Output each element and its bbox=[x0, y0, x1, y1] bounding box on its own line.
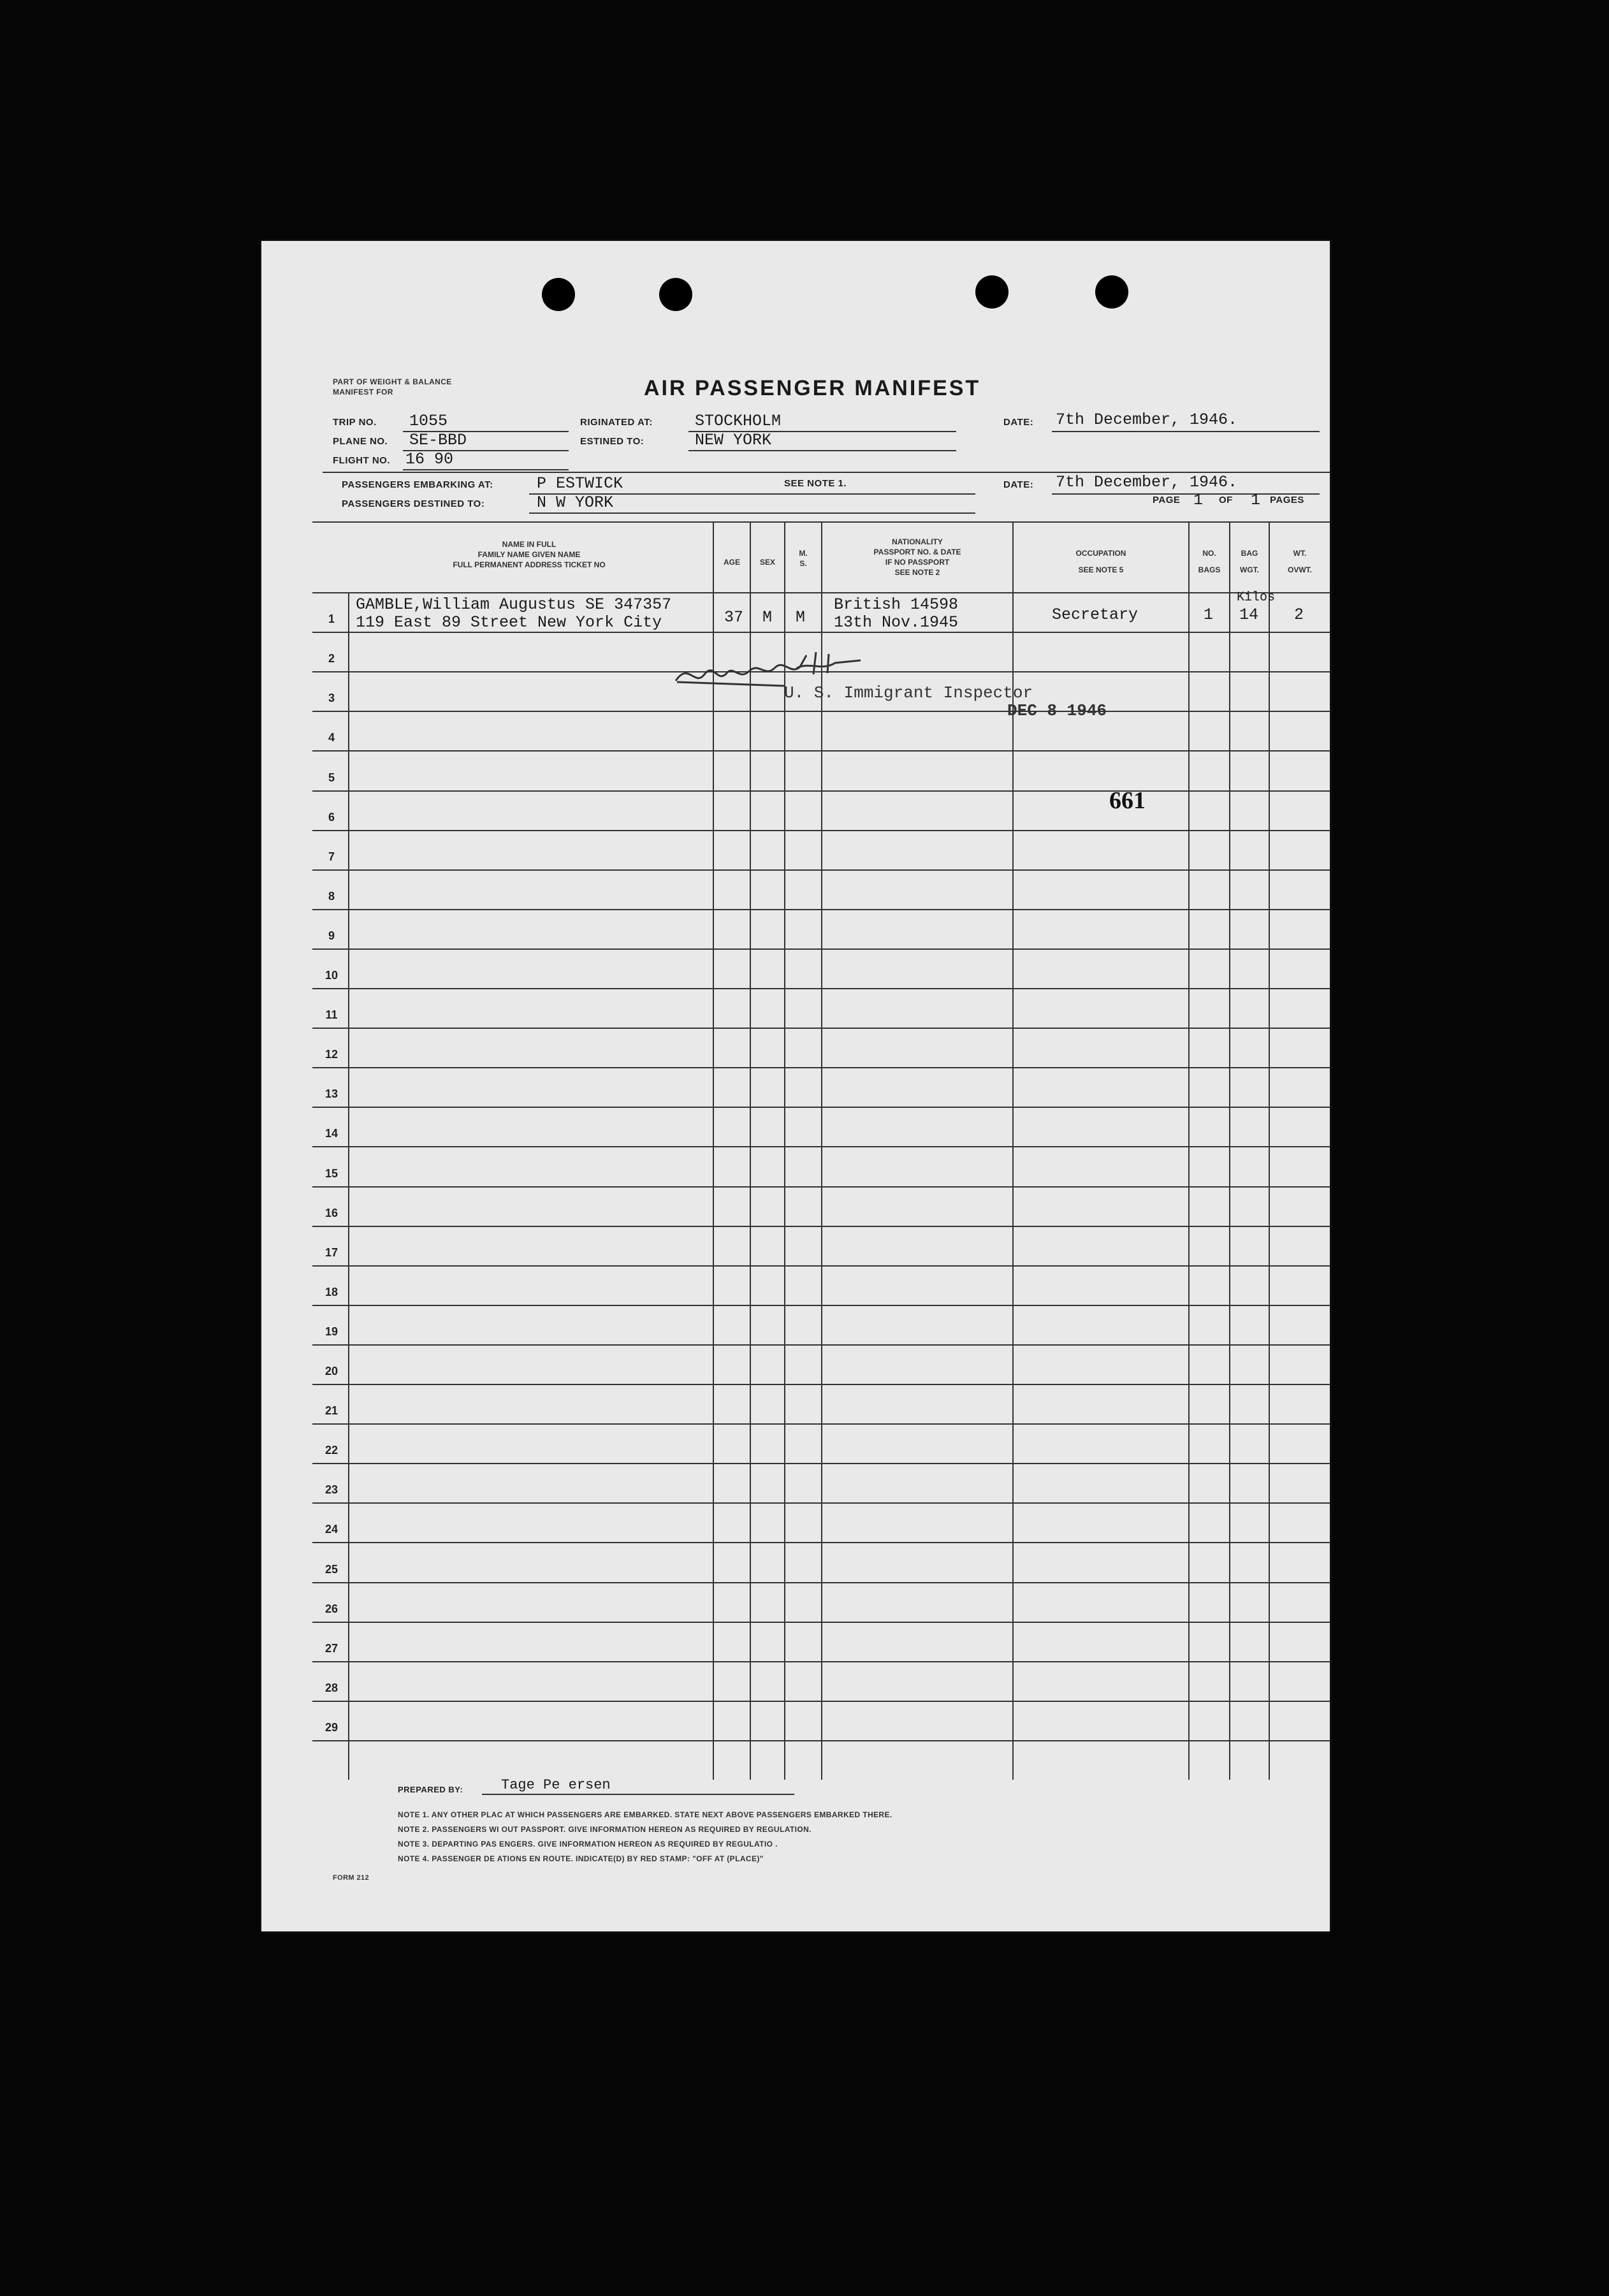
row-rule bbox=[312, 1067, 1330, 1068]
row-number: 11 bbox=[325, 1008, 338, 1021]
row-number: 18 bbox=[324, 1286, 339, 1298]
ms-header-line: M. bbox=[799, 549, 808, 558]
form-number: FORM 212 bbox=[333, 1874, 369, 1882]
row-number: 22 bbox=[324, 1444, 339, 1457]
row-number: 7 bbox=[328, 850, 335, 863]
part-of-label-2: MANIFEST FOR bbox=[333, 388, 393, 396]
row-number: 15 bbox=[324, 1167, 339, 1180]
row-rule bbox=[312, 1305, 1330, 1306]
originated-label: RIGINATED AT: bbox=[580, 417, 653, 428]
note-4: NOTE 4. PASSENGER DE ATIONS EN ROUTE. INDICATE(D) BY RED STAMP: "OFF AT (PLACE)" bbox=[398, 1854, 764, 1863]
prepared-by-label: PREPARED BY: bbox=[398, 1785, 463, 1794]
entry-weight: 14 bbox=[1239, 606, 1259, 624]
row-number: 10 bbox=[324, 969, 339, 982]
overweight-header-line: WT. bbox=[1293, 549, 1307, 558]
row-number: 27 bbox=[324, 1642, 339, 1655]
row-rule bbox=[312, 1661, 1330, 1662]
of-value: 1 bbox=[1251, 491, 1261, 509]
embarking-value: P ESTWICK bbox=[537, 474, 623, 493]
name-header-line: FULL PERMANENT ADDRESS TICKET NO bbox=[453, 560, 606, 569]
nationality-header bbox=[822, 537, 1012, 578]
entry-name: GAMBLE,William Augustus SE 347357 bbox=[356, 595, 672, 614]
page-title: AIR PASSENGER MANIFEST bbox=[644, 376, 981, 400]
entry-weight-unit: Kilos bbox=[1237, 590, 1276, 605]
row-rule bbox=[312, 1028, 1330, 1029]
plane-value: SE-BBD bbox=[409, 431, 467, 449]
manifest-page bbox=[261, 241, 1330, 1931]
part-of-label-1: PART OF WEIGHT & BALANCE bbox=[333, 377, 452, 386]
weight-header-line: BAG bbox=[1241, 549, 1258, 558]
punch-hole bbox=[542, 278, 575, 311]
row-number: 5 bbox=[328, 771, 335, 784]
nationality-header-line: PASSPORT NO. & DATE bbox=[873, 548, 961, 556]
row-rule bbox=[312, 1701, 1330, 1702]
rule bbox=[482, 1794, 794, 1795]
ms-header bbox=[785, 548, 821, 569]
row-number: 28 bbox=[324, 1682, 339, 1694]
destined-label: ESTINED TO: bbox=[580, 436, 644, 447]
row-number: 12 bbox=[324, 1048, 339, 1061]
entry-bags: 1 bbox=[1204, 606, 1214, 624]
ms-header-line: S. bbox=[799, 559, 807, 568]
date2-value: 7th December, 1946. bbox=[1056, 473, 1238, 491]
row-rule bbox=[312, 1344, 1330, 1346]
age-header: AGE bbox=[723, 558, 740, 567]
row-rule bbox=[312, 869, 1330, 871]
trip-value: 1055 bbox=[409, 412, 448, 430]
row-rule bbox=[312, 988, 1330, 989]
weight-header bbox=[1230, 548, 1269, 575]
row-number: 20 bbox=[324, 1365, 339, 1377]
weight-header-line: WGT. bbox=[1240, 565, 1259, 574]
nationality-header-line: IF NO PASSPORT bbox=[885, 558, 950, 567]
row-number: 9 bbox=[328, 929, 335, 942]
bags-header bbox=[1190, 548, 1229, 575]
rule bbox=[529, 512, 975, 514]
row-rule bbox=[312, 1740, 1330, 1741]
inspector-stamp: U. S. Immigrant Inspector bbox=[784, 683, 1033, 702]
occupation-header-line: SEE NOTE 5 bbox=[1078, 565, 1124, 574]
row-rule bbox=[312, 711, 1330, 712]
overweight-header bbox=[1270, 548, 1330, 575]
row-rule bbox=[312, 1186, 1330, 1188]
note-3: NOTE 3. DEPARTING PAS ENGERS. GIVE INFORMATION HEREON AS REQUIRED BY REGULATIO . bbox=[398, 1840, 778, 1849]
row-number: 6 bbox=[328, 811, 335, 824]
date2-label: DATE: bbox=[1003, 479, 1034, 490]
row-number: 4 bbox=[328, 731, 335, 744]
row-number: 8 bbox=[328, 890, 335, 903]
row-number: 23 bbox=[324, 1483, 339, 1496]
rule bbox=[688, 450, 956, 451]
row-number: 26 bbox=[324, 1602, 339, 1615]
originated-value: STOCKHOLM bbox=[695, 412, 782, 430]
row-number: 1 bbox=[328, 613, 335, 625]
sex-header: SEX bbox=[759, 558, 775, 567]
overweight-header-line: OVWT. bbox=[1288, 565, 1312, 574]
page-value: 1 bbox=[1193, 491, 1204, 509]
row-rule bbox=[312, 1502, 1330, 1504]
row-number: 17 bbox=[324, 1246, 339, 1259]
row-number: 13 bbox=[324, 1087, 339, 1100]
row-number: 29 bbox=[324, 1721, 339, 1734]
bags-header-line: NO. bbox=[1202, 549, 1216, 558]
flight-label: FLIGHT NO. bbox=[333, 455, 390, 466]
row-rule bbox=[312, 1107, 1330, 1108]
entry-address: 119 East 89 Street New York City bbox=[356, 613, 662, 632]
pass-destined-value: N W YORK bbox=[537, 493, 614, 512]
punch-hole bbox=[975, 275, 1008, 309]
pages-label: PAGES bbox=[1270, 495, 1304, 505]
row-number: 25 bbox=[324, 1563, 339, 1576]
row-rule bbox=[312, 1542, 1330, 1543]
note-2: NOTE 2. PASSENGERS WI OUT PASSPORT. GIVE INFORMATION HEREON AS REQUIRED BY REGULATION. bbox=[398, 1825, 812, 1834]
row-rule bbox=[312, 830, 1330, 831]
row-number: 16 bbox=[324, 1207, 339, 1219]
row-rule bbox=[312, 1384, 1330, 1385]
bags-header-line: BAGS bbox=[1198, 565, 1221, 574]
row-number: 3 bbox=[328, 692, 335, 704]
row-rule bbox=[312, 1265, 1330, 1267]
row-rule bbox=[312, 1226, 1330, 1227]
occupation-header-line: OCCUPATION bbox=[1075, 549, 1126, 558]
occupation-header bbox=[1014, 548, 1188, 575]
entry-passport-date: 13th Nov.1945 bbox=[834, 613, 959, 632]
row-number: 19 bbox=[324, 1325, 339, 1338]
pass-destined-label: PASSENGERS DESTINED TO: bbox=[342, 498, 485, 509]
row-rule bbox=[312, 948, 1330, 950]
row-number: 14 bbox=[324, 1127, 339, 1140]
entry-sex: M bbox=[762, 608, 773, 627]
entry-overweight: 2 bbox=[1294, 606, 1304, 624]
flight-value: 16 90 bbox=[405, 450, 454, 469]
row-rule bbox=[312, 1582, 1330, 1583]
of-label: OF bbox=[1219, 495, 1233, 505]
page-label: PAGE bbox=[1153, 495, 1181, 505]
name-header-line: NAME IN FULL bbox=[502, 540, 557, 549]
date-value: 7th December, 1946. bbox=[1056, 411, 1238, 429]
row-rule bbox=[312, 1146, 1330, 1147]
nationality-header-line: SEE NOTE 2 bbox=[894, 568, 940, 577]
row-rule bbox=[312, 1622, 1330, 1623]
entry-passport: British 14598 bbox=[834, 595, 959, 614]
destined-value: NEW YORK bbox=[695, 431, 772, 449]
row-rule bbox=[312, 1463, 1330, 1464]
row-rule bbox=[312, 790, 1330, 792]
row-number: 2 bbox=[328, 652, 335, 665]
row-rule bbox=[312, 750, 1330, 752]
name-header-line: FAMILY NAME GIVEN NAME bbox=[477, 550, 581, 559]
record-number-stamp: 661 bbox=[1109, 787, 1146, 814]
entry-occupation: Secretary bbox=[1052, 606, 1139, 624]
row-rule bbox=[312, 909, 1330, 910]
row-number: 24 bbox=[324, 1523, 339, 1536]
row-rule bbox=[312, 632, 1330, 633]
rule bbox=[1052, 431, 1320, 432]
entry-age: 37 bbox=[724, 608, 744, 627]
embarking-label: PASSENGERS EMBARKING AT: bbox=[342, 479, 493, 490]
date-stamp: DEC 8 1946 bbox=[1007, 701, 1107, 720]
trip-label: TRIP NO. bbox=[333, 417, 377, 428]
row-rule bbox=[312, 1423, 1330, 1425]
punch-hole bbox=[659, 278, 692, 311]
plane-label: PLANE NO. bbox=[333, 436, 388, 447]
rule bbox=[403, 469, 569, 470]
prepared-by-value: Tage Pe ersen bbox=[501, 1777, 611, 1793]
row-number: 21 bbox=[324, 1404, 339, 1417]
nationality-header-line: NATIONALITY bbox=[892, 537, 943, 546]
see-note-label: SEE NOTE 1. bbox=[784, 478, 847, 489]
entry-marital-status: M bbox=[796, 608, 806, 627]
name-header bbox=[351, 539, 708, 570]
note-1: NOTE 1. ANY OTHER PLAC AT WHICH PASSENGERS ARE EMBARKED. STATE NEXT ABOVE PASSENGERS EMBARKED THERE. bbox=[398, 1810, 892, 1819]
date-label: DATE: bbox=[1003, 417, 1034, 428]
punch-hole bbox=[1095, 275, 1128, 309]
